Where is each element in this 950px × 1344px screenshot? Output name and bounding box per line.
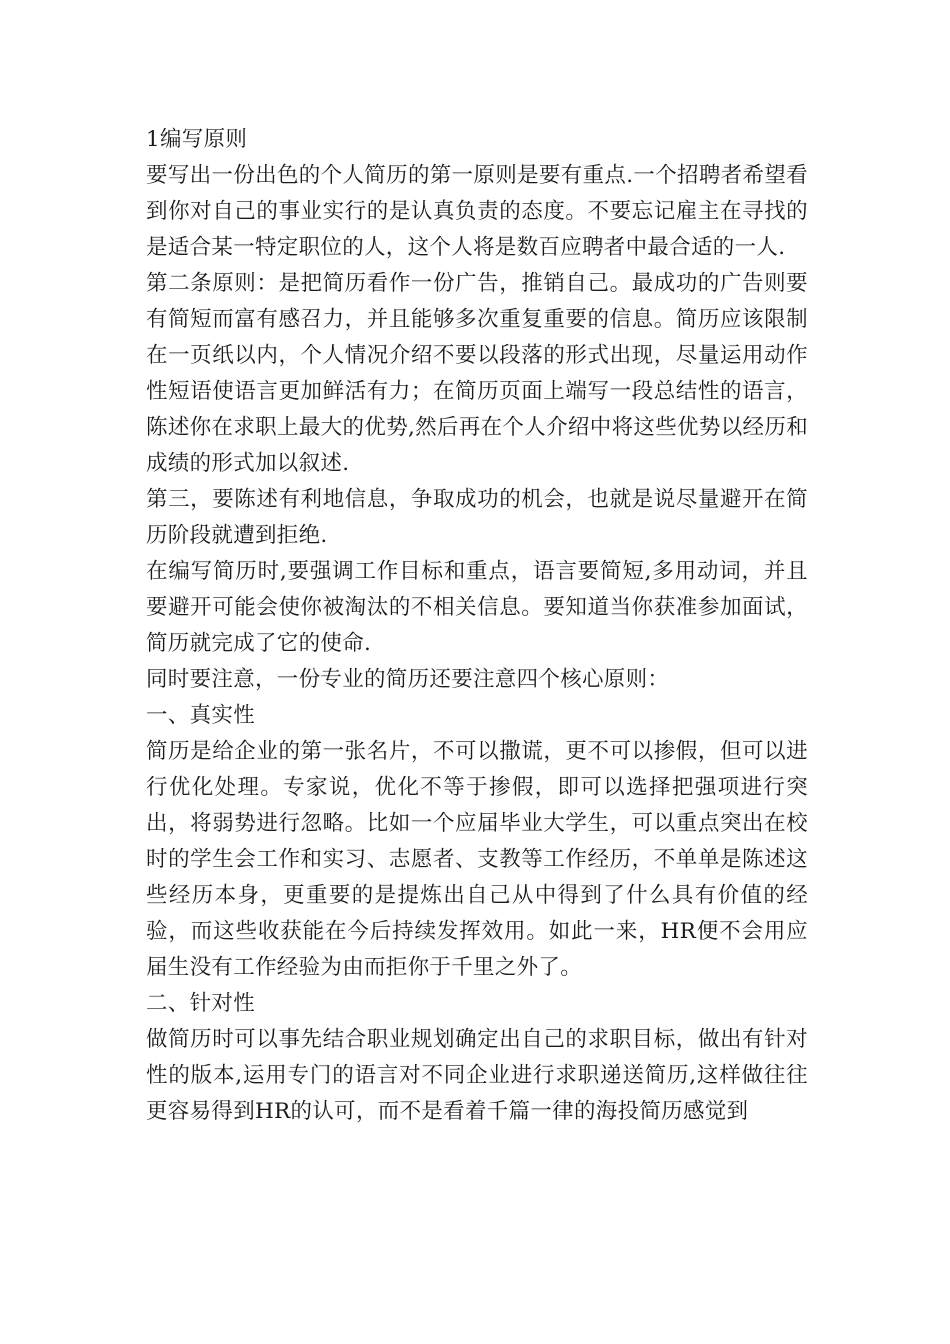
paragraph-first-principle: 要写出一份出色的个人简历的第一原则是要有重点.一个招聘者希望看到你对自己的事业实行的是认真负责的态度。不要忘记雇主在寻找的是适合某一特定职位的人，这个人将是数百应聘者中最合适的一人. [146,163,808,260]
document-body [146,122,808,1130]
paragraph-third-principle: 第三，要陈述有利地信息，争取成功的机会，也就是说尽量避开在简历阶段就遭到拒绝. [146,487,808,548]
paragraph-four-core-principles: 同时要注意，一份专业的简历还要注意四个核心原则： [146,667,670,692]
section-heading-writing-principles: 1编写原则 [146,127,248,152]
section-heading-authenticity: 一、真实性 [146,703,256,728]
paragraph-writing-tips: 在编写简历时,要强调工作目标和重点，语言要简短,多用动词，并且要避开可能会使你被淘汰的不相关信息。要知道当你获准参加面试，简历就完成了它的使命. [146,559,808,656]
paragraph-pertinence: 做简历时可以事先结合职业规划确定出自己的求职目标，做出有针对性的版本,运用专门的语言对不同企业进行求职递送简历,这样做往往更容易得到HR的认可，而不是看着千篇一律的海投简历感觉到 [146,1027,808,1124]
paragraph-authenticity: 简历是给企业的第一张名片，不可以撒谎，更不可以掺假，但可以进行优化处理。专家说，优化不等于掺假，即可以选择把强项进行突出，将弱势进行忽略。比如一个应届毕业大学生，可以重点突出在校时的学生会工作和实习、志愿者、支教等工作经历，不单单是陈述这些经历本身，更重要的是提炼出自己从中得到了什么具有价值的经验，而这些收获能在今后持续发挥效用。如此一来，HR便不会用应届生没有工作经验为由而拒你于千里之外了。 [146,739,808,980]
section-heading-pertinence: 二、针对性 [146,991,256,1016]
paragraph-second-principle: 第二条原则：是把简历看作一份广告，推销自己。最成功的广告则要有简短而富有感召力，并且能够多次重复重要的信息。简历应该限制在一页纸以内，个人情况介绍不要以段落的形式出现，尽量运用动作性短语使语言更加鲜活有力；在简历页面上端写一段总结性的语言，陈述你在求职上最大的优势,然后再在个人介绍中将这些优势以经历和成绩的形式加以叙述. [146,271,808,476]
